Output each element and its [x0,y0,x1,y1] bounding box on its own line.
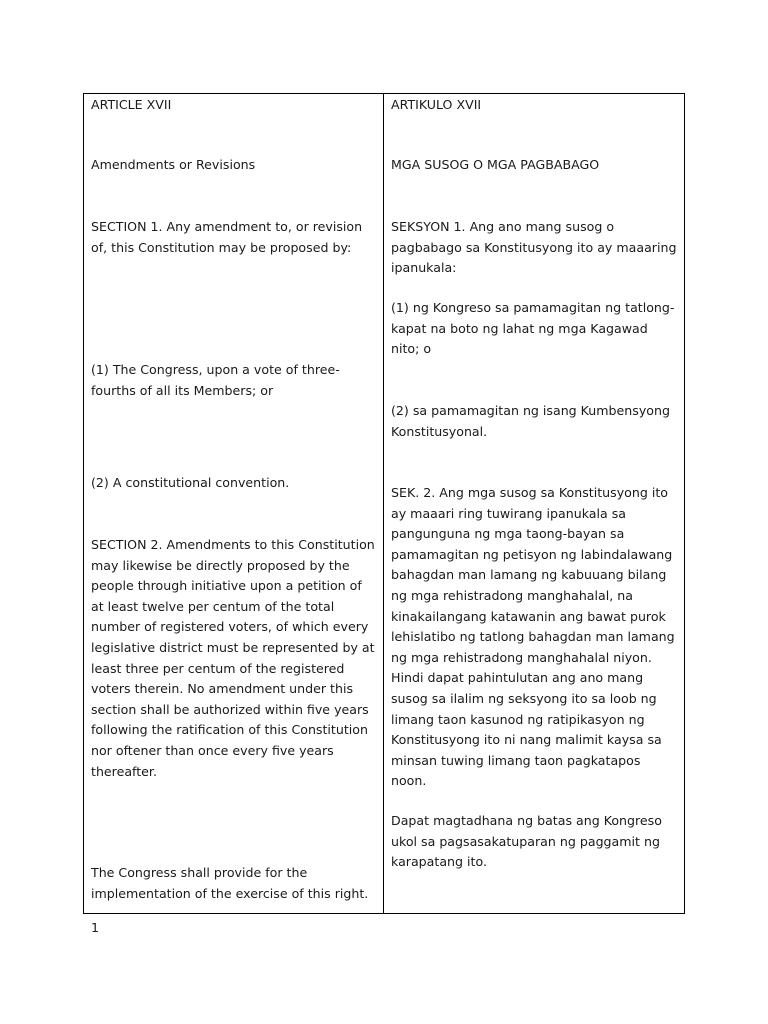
item-1-fil: (1) ng Kongreso sa pamamagitan ng tatlong-kapat na boto ng lahat ng mga Kagawad nito; o [391,300,675,357]
article-title-en: Amendments or Revisions [91,157,256,172]
congress-paragraph-fil: Dapat magtadhana ng batas ang Kongreso ukol sa pagsasakatuparan ng paggamit ng karapatang ito. [391,813,662,870]
section-2-fil: SEK. 2. Ang mga susog sa Konstitusyong ito ay maaari ring tuwirang ipanukala sa pangunguna ng mga taong-bayan sa pamamagitan ng petisyon ng labindalawang bahagdan man lamang ng kabuuang bilang ng mga rehistradong manghahalal, na kinakailangang katawanin ang bawat purok lehislatibo ng tatlong bahagdan man lamang ng mga rehistradong manghahalal niyon. Hindi dapat pahintulutan ang ano mang susog sa ilalim ng seksyong ito sa loob ng limang taon kasunod ng ratipikasyon ng Konstitusyong ito ni nang malimit kaysa sa minsan tuwing limang taon pagkatapos noon. [391,485,675,789]
article-heading-fil: ARTIKULO XVII [391,97,482,112]
section-1-en: SECTION 1. Any amendment to, or revision of, this Constitution may be proposed by: [91,219,363,255]
page-number: 1 [91,920,100,935]
section-2-en: SECTION 2. Amendments to this Constitution may likewise be directly proposed by the people through initiative upon a petition of at least twelve per centum of the total number of registered voters, of which every legislative district must be represented by at least three per centum of the registered voters therein. No amendment under this section shall be authorized within five years following the ratification of this Constitution nor oftener than once every five years thereafter. [91,537,375,779]
english-column [84,94,384,913]
item-2-en: (2) A constitutional convention. [91,475,290,490]
article-title-fil: MGA SUSOG O MGA PAGBABAGO [391,157,600,172]
item-1-en: (1) The Congress, upon a vote of three-fourths of all its Members; or [91,362,340,398]
item-2-fil: (2) sa pamamagitan ng isang Kumbensyong Konstitusyonal. [391,403,670,439]
bilingual-table [83,93,685,914]
section-1-fil: SEKSYON 1. Ang ano mang susog o pagbabago sa Konstitusyong ito ay maaaring ipanukala: [391,219,677,276]
congress-paragraph-en: The Congress shall provide for the implementation of the exercise of this right. [91,865,369,901]
article-heading-en: ARTICLE XVII [91,97,172,112]
filipino-column [384,94,684,913]
